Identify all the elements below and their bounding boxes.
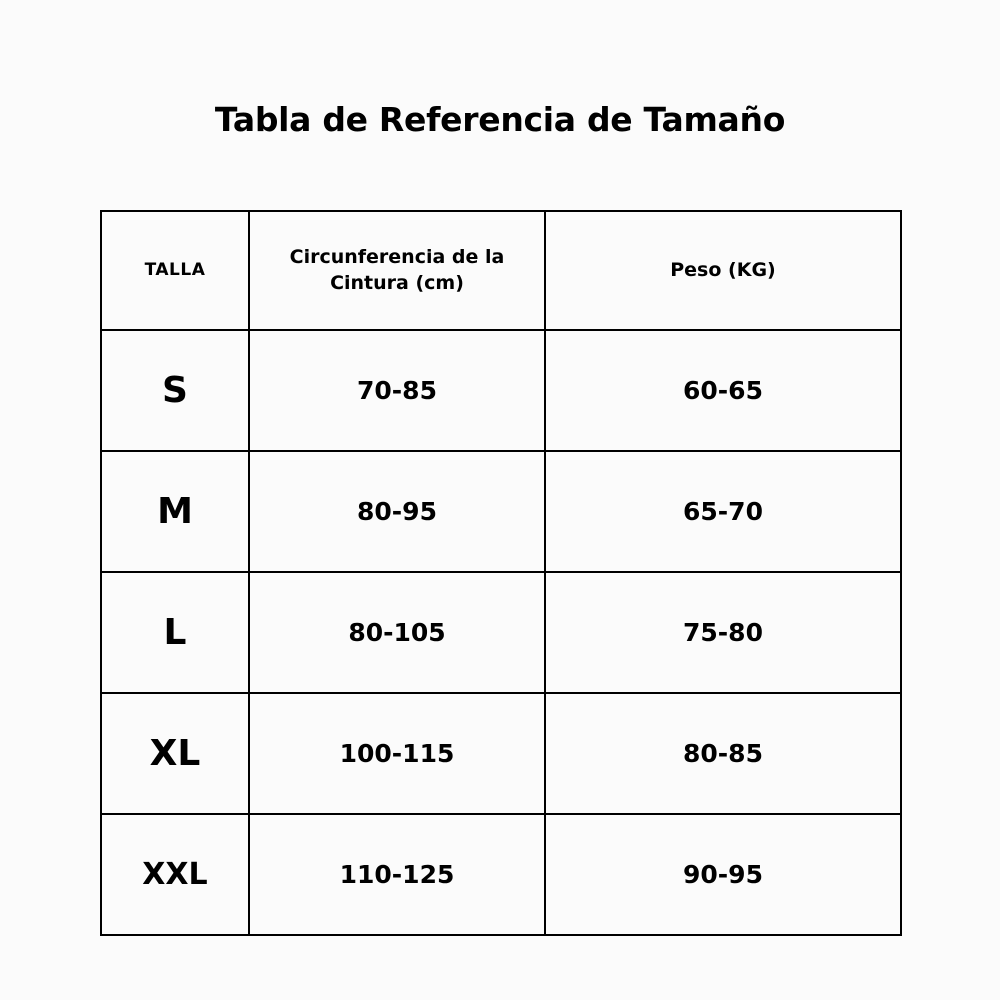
size-reference-table — [100, 210, 902, 936]
cell-weight: 65-70 — [545, 451, 901, 572]
cell-waist: 110-125 — [249, 814, 545, 935]
cell-waist: 100-115 — [249, 693, 545, 814]
table-row — [101, 330, 901, 451]
column-header-waist: Circunferencia de la Cintura (cm) — [249, 211, 545, 330]
cell-waist: 70-85 — [249, 330, 545, 451]
column-header-size: TALLA — [101, 211, 249, 330]
cell-weight: 80-85 — [545, 693, 901, 814]
cell-size: M — [101, 451, 249, 572]
table-row — [101, 572, 901, 693]
cell-weight: 75-80 — [545, 572, 901, 693]
page-title: Tabla de Referencia de Tamaño — [214, 100, 786, 139]
table-row — [101, 451, 901, 572]
cell-waist: 80-105 — [249, 572, 545, 693]
cell-weight: 60-65 — [545, 330, 901, 451]
table-row — [101, 693, 901, 814]
table-body — [101, 330, 901, 935]
cell-waist: 80-95 — [249, 451, 545, 572]
cell-size: XXL — [101, 814, 249, 935]
cell-size: XL — [101, 693, 249, 814]
table-header — [101, 211, 901, 330]
size-table-container — [100, 210, 900, 936]
table-row — [101, 814, 901, 935]
column-header-weight: Peso (KG) — [545, 211, 901, 330]
table-header-row — [101, 211, 901, 330]
cell-size: S — [101, 330, 249, 451]
cell-weight: 90-95 — [545, 814, 901, 935]
cell-size: L — [101, 572, 249, 693]
